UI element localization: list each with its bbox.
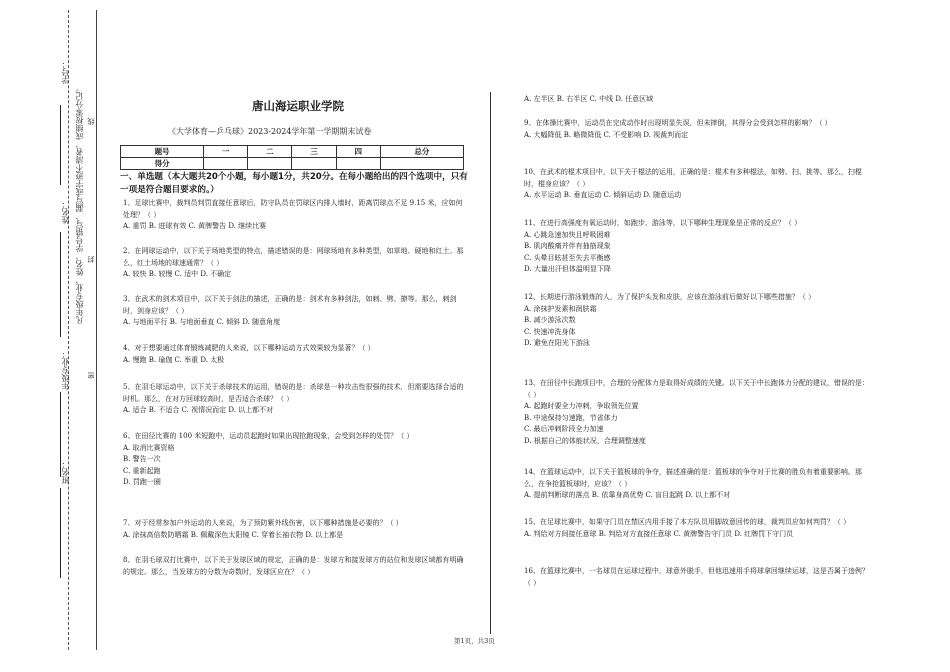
- score-cell: 三: [292, 146, 336, 158]
- question-text: 2、在网球运动中，以下关于场地类型的特点，描述错误的是：网球场地有多种类型，如草地、硬地和红土。那么，红土场地的球速通常？（ ）: [123, 247, 464, 267]
- question-8-options: [524, 94, 869, 106]
- question-text: 9、在体操比赛中，运动员在完成动作时出现明显失误，但未摔倒，其得分会受到怎样的影响？（ ）: [524, 119, 832, 127]
- question-options: A. 大幅降低 B. 略微降低 C. 不受影响 D. 视裁判而定: [524, 130, 689, 139]
- score-input[interactable]: [380, 158, 463, 170]
- option-a: A. 心跳急速加快且呼吸困难: [524, 230, 611, 239]
- name-label: 姓名：: [61, 200, 70, 224]
- option-c: C. 快速冲洗身体: [524, 327, 576, 336]
- option-d: D. 大量出汗但体温明显下降: [524, 265, 611, 273]
- option-d: D. 避免在阳光下游泳: [524, 339, 590, 347]
- score-input[interactable]: [292, 158, 336, 170]
- name-field[interactable]: [60, 232, 61, 337]
- question-text: 11、在进行高强度有氧运动时，如跑步、游泳等，以下哪种生理现象是正常的反应？（ ）: [524, 219, 802, 227]
- option-b: B. 中途保持匀速跑，节省体力: [524, 413, 618, 422]
- question-9: [524, 118, 869, 141]
- question-options: A. 左半区 B. 右半区 C. 中线 D. 任意区域: [524, 95, 654, 103]
- score-cell: 一: [204, 146, 248, 158]
- question-options: A. 适合 B. 不适合 C. 视情况而定 D. 以上都不对: [123, 406, 274, 414]
- score-input[interactable]: [204, 158, 248, 170]
- question-13: [524, 378, 869, 447]
- student-no-field[interactable]: [60, 105, 61, 185]
- feng-mark: 封: [87, 256, 95, 263]
- page-footer: 第1页，共3页: [454, 637, 495, 645]
- option-c: C. 最后冲刺阶段全力加速: [524, 425, 604, 433]
- score-cell: 二: [248, 146, 292, 158]
- cut-line-outer: [68, 10, 69, 650]
- question-options: A. 水平运动 B. 垂直运动 C. 倾斜运动 D. 随意运动: [524, 191, 682, 199]
- score-cell: 得分: [121, 158, 204, 170]
- option-a: A. 涂抹护发素和润肤霜: [524, 304, 597, 313]
- option-b: B. 减少游泳次数: [524, 316, 576, 324]
- score-table-score-row: [121, 158, 464, 170]
- question-options: A. 较快 B. 较慢 C. 适中 D. 不确定: [123, 270, 232, 278]
- question-text: 3、在武术的剑术项目中，以下关于剑法的描述，正确的是：剑术有多种剑法，如刺、劈、撩等。那么，刺剑时，剑身应该？（ ）: [123, 295, 457, 315]
- question-options: A. 重罚 B. 进球有效 C. 黄牌警告 D. 继续比赛: [123, 222, 267, 230]
- question-text: 4、对于想要通过体育锻炼减肥的人来说，以下哪种运动方式效果较为显著？（ ）: [123, 344, 375, 352]
- option-c: C. 重新起跑: [123, 466, 161, 475]
- question-text: 8、在羽毛球双打比赛中，以下关于发球区域的规定，正确的是：发球方和接发球方的站位和发球区域都有明确的规定。那么，当发球方的分数为奇数时，发球区应在？（ ）: [123, 556, 464, 576]
- school-title: 唐山海运职业学院: [252, 99, 344, 113]
- question-options: A. 慢跑 B. 瑜伽 C. 举重 D. 太极: [123, 355, 225, 364]
- question-text: 14、在篮球运动中，以下关于篮板球的争夺，描述准确的是：篮板球的争夺对于比赛的胜负有着重要影响。那么，在争抢篮板球时，应该？（ ）: [524, 468, 862, 488]
- section-heading: 一、单选题（本大题共20个小题，每小题1分，共20分。在每小题给出的四个选项中，只有一项是符合题目要求的。）: [120, 172, 468, 195]
- score-cell: 总分: [380, 146, 463, 158]
- question-text: 7、对于经常参加户外运动的人来说，为了预防紫外线伤害，以下哪种措施是必要的？（ ）: [123, 519, 403, 527]
- column-divider: [490, 92, 491, 634]
- score-cell: 题号: [121, 146, 204, 158]
- question-options: A. 提前判断球的落点 B. 依靠身高优势 C. 盲目起跳 D. 以上都不对: [524, 491, 731, 499]
- question-15: [524, 517, 869, 540]
- class-label: 年级专业：: [61, 350, 70, 390]
- question-6: [123, 431, 468, 489]
- question-1: [123, 198, 468, 233]
- question-8: [123, 555, 468, 578]
- exam-title: 《大学体育—乒乓球》2023-2024学年第一学期期末试卷: [168, 127, 372, 136]
- question-10: [524, 167, 869, 202]
- school-field[interactable]: [60, 488, 61, 578]
- cut-line-inner: [96, 10, 97, 650]
- student-no-label: 学号：: [61, 60, 70, 84]
- option-d: D. 罚跑一圈: [123, 478, 161, 486]
- score-input[interactable]: [336, 158, 380, 170]
- question-options: A. 判给对方间接任意球 B. 判给对方直接任意球 C. 黄牌警告守门员 D. 红牌罚下守门员: [524, 529, 794, 538]
- question-3: [123, 294, 468, 329]
- question-4: [123, 343, 468, 366]
- question-12: [524, 292, 869, 350]
- notice-text: 凡年级专业、姓名、学号错写、漏写或字迹不清者，成绩按零分记。: [75, 84, 84, 324]
- question-11: [524, 218, 869, 276]
- question-text: 15、在足球比赛中，如果守门员在禁区内用手接了本方队员用脚故意回传的球，裁判员应如何判罚？（ ）: [524, 518, 851, 526]
- question-options: A. 与地面平行 B. 与地面垂直 C. 倾斜 D. 随意角度: [123, 318, 281, 326]
- option-c: C. 头晕目眩甚至失去平衡感: [524, 253, 611, 262]
- question-text: 6、在田径比赛的 100 米短跑中，运动员起跑时如果出现抢跑现象，会受到怎样的处罚？（ ）: [123, 432, 414, 440]
- score-table: [120, 145, 464, 170]
- question-2: [123, 246, 468, 281]
- option-b: B. 肌肉酸痛并伴有抽筋现象: [524, 242, 611, 250]
- question-5: [123, 382, 468, 417]
- score-table-header-row: [121, 146, 464, 158]
- question-16: [524, 566, 869, 589]
- xian-mark: 线: [87, 118, 95, 125]
- option-b: B. 警告一次: [123, 455, 161, 463]
- question-text: 10、在武术的棍术项目中，以下关于棍法的运用，正确的是：棍术有多种棍法，如劈、扫、挑等。那么，扫棍时，棍身应该？（ ）: [524, 168, 862, 188]
- question-text: 12、长期进行游泳锻炼的人，为了保护头发和皮肤，应该在游泳前后做好以下哪些措施？（ ）: [524, 293, 816, 301]
- score-cell: 四: [336, 146, 380, 158]
- question-text: 1、足球比赛中，裁判员判罚直接任意球后，防守队员在罚球区内排人墙时，距离罚球点不足 9.15 米，应如何处理？（ ）: [123, 199, 463, 219]
- option-d: D. 根据自己的体能状况，合理调整速度: [524, 436, 646, 445]
- score-input[interactable]: [248, 158, 292, 170]
- school-label: 班名：: [61, 460, 70, 484]
- question-7: [123, 518, 468, 541]
- option-a: A. 起跑时要全力冲刺，争取领先位置: [524, 402, 639, 410]
- question-options: A. 涂抹高倍数防晒霜 B. 佩戴深色太阳镜 C. 穿着长袖衣物 D. 以上都是: [123, 530, 344, 539]
- option-a: A. 取消比赛资格: [123, 443, 175, 452]
- question-text: 16、在篮球比赛中，一名球员在运球过程中，球意外脱手，但他迅速用手将球拿回继续运球，这是否属于违例？（ ）: [524, 567, 869, 587]
- question-text: 5、在羽毛球运动中，以下关于杀球技术的运用，错误的是：杀球是一种攻击性很强的技术，但需要选择合适的时机。那么，在对方回球较高时，是否适合杀球？（ ）: [123, 383, 464, 403]
- seal-mark: 密: [87, 372, 95, 379]
- question-text: 13、在田径中长跑项目中，合理的分配体力是取得好成绩的关键。以下关于中长跑体力分配的建议，错误的是：（ ）: [524, 379, 869, 399]
- question-14: [524, 467, 869, 502]
